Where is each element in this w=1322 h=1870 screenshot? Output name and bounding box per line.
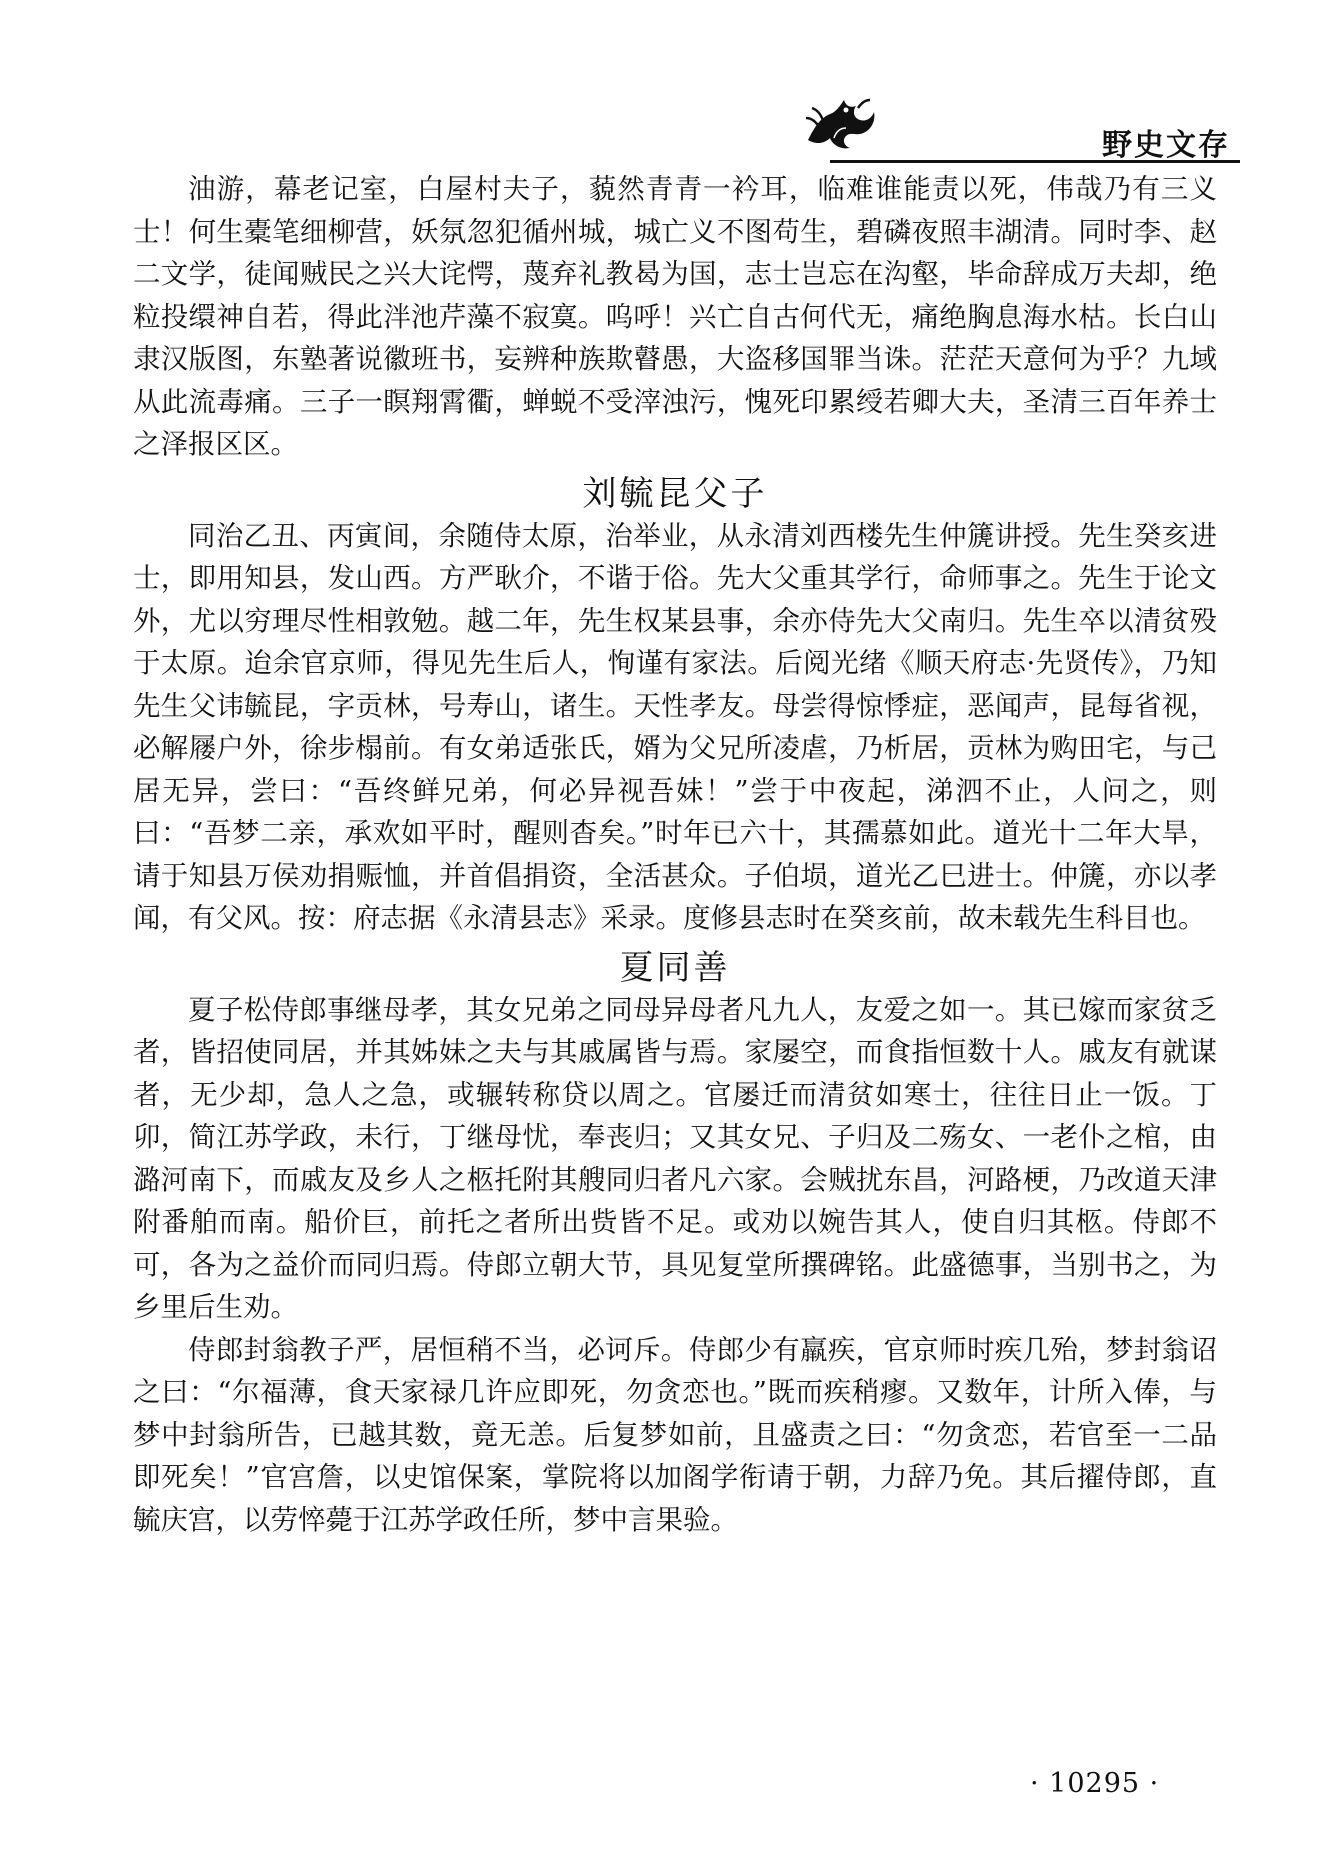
page-number: · 10295 ·: [1030, 1768, 1160, 1799]
body-paragraph: 同治乙丑、丙寅间，余随侍太原，治举业，从永清刘西楼先生仲篪讲授。先生癸亥进士，即用知县，发山西。方严耿介，不谐于俗。先大父重其学行，命师事之。先生于论文外，尤以穷理尽性相敦勉。越二年，先生权某县事，余亦侍先大父南归。先生卒以清贫殁于太原。迨余官京师，得见先生后人，恂谨有家法。后阅光绪《顺天府志·先贤传》，乃知先生父讳毓昆，字贡林，号寿山，诸生。天性孝友。母尝得惊悸症，恶闻声，昆每省视，必解屦户外，徐步榻前。有女弟适张氏，婿为父兄所凌虐，乃析居，贡林为购田宅，与己居无异，尝曰：“吾终鲜兄弟，何必异视吾妹！”尝于中夜起，涕泗不止，人问之，则曰：“吾梦二亲，承欢如平时，醒则杳矣。”时年已六十，其孺慕如此。道光十二年大旱，请于知县万侯劝捐赈恤，并首倡捐资，全活甚众。子伯埙，道光乙巳进士。仲篪，亦以孝闻，有父风。按：府志据《永清县志》采录。度修县志时在癸亥前，故未载先生科目也。: [133, 519, 1217, 934]
section-title: 夏同善: [619, 947, 731, 988]
section-title: 刘毓昆父子: [582, 473, 768, 514]
body-paragraph: 油游，幕老记室，白屋村夫子，藐然青青一衿耳，临难谁能责以死，伟哉乃有三义士！何生橐笔细柳营，妖氛忽犯循州城，城亡义不图苟生，碧磷夜照丰湖清。同时李、赵二文学，徒闻贼民之兴大诧愕，蔑弃礼教曷为国，志士岂忘在沟壑，毕命辞成万夫却，绝粒投缳神自若，得此泮池芹藻不寂寞。呜呼！兴亡自古何代无，痛绝胸息海水枯。长白山隶汉版图，东塾著说徽班书，妄辨种族欺瞽愚，大盗移国罪当诛。茫茫天意何为乎？九域从此流毒痛。三子一瞑翔霄衢，蝉蜕不受滓浊污，愧死印累绶若卿大夫，圣清三百年养士之泽报区区。: [133, 173, 1217, 460]
running-header: [800, 88, 1240, 168]
body-paragraph: 侍郎封翁教子严，居恒稍不当，必诃斥。侍郎少有羸疾，官京师时疾几殆，梦封翁诏之曰：“尔福薄，食天家禄几许应即死，勿贪恋也。”既而疾稍瘳。又数年，计所入俸，与梦中封翁所告，已越其数，竟无恙。后复梦如前，且盛责之曰：“勿贪恋，若官至一二品即死矣！”官宫詹，以史馆保案，掌院将以加阁学衔请于朝，力辞乃免。其后擢侍郎，直毓庆宫，以劳悴薨于江苏学政任所，梦中言果验。: [133, 1333, 1217, 1536]
page-body: [133, 168, 1217, 1541]
dragon-logo-icon: [800, 88, 880, 158]
header-rule: [830, 160, 1240, 163]
body-paragraph: 夏子松侍郎事继母孝，其女兄弟之同母异母者凡九人，友爱之如一。其已嫁而家贫乏者，皆招使同居，并其姊妹之夫与其戚属皆与焉。家屡空，而食指恒数十人。戚友有就谋者，无少却，急人之急，或辗转称贷以周之。官屡迁而清贫如寒士，往往日止一饭。丁卯，简江苏学政，未行，丁继母忧，奉丧归；又其女兄、子归及二殇女、一老仆之棺，由潞河南下，而戚友及乡人之柩托附其艘同归者凡六家。会贼扰东昌，河路梗，乃改道天津附番舶而南。船价巨，前托之者所出赀皆不足。或劝以婉告其人，使自归其柩。侍郎不可，各为之益价而同归焉。侍郎立朝大节，具见复堂所撰碑铭。此盛德事，当别书之，为乡里后生劝。: [133, 993, 1217, 1323]
series-title: 野史文存: [1102, 128, 1230, 163]
